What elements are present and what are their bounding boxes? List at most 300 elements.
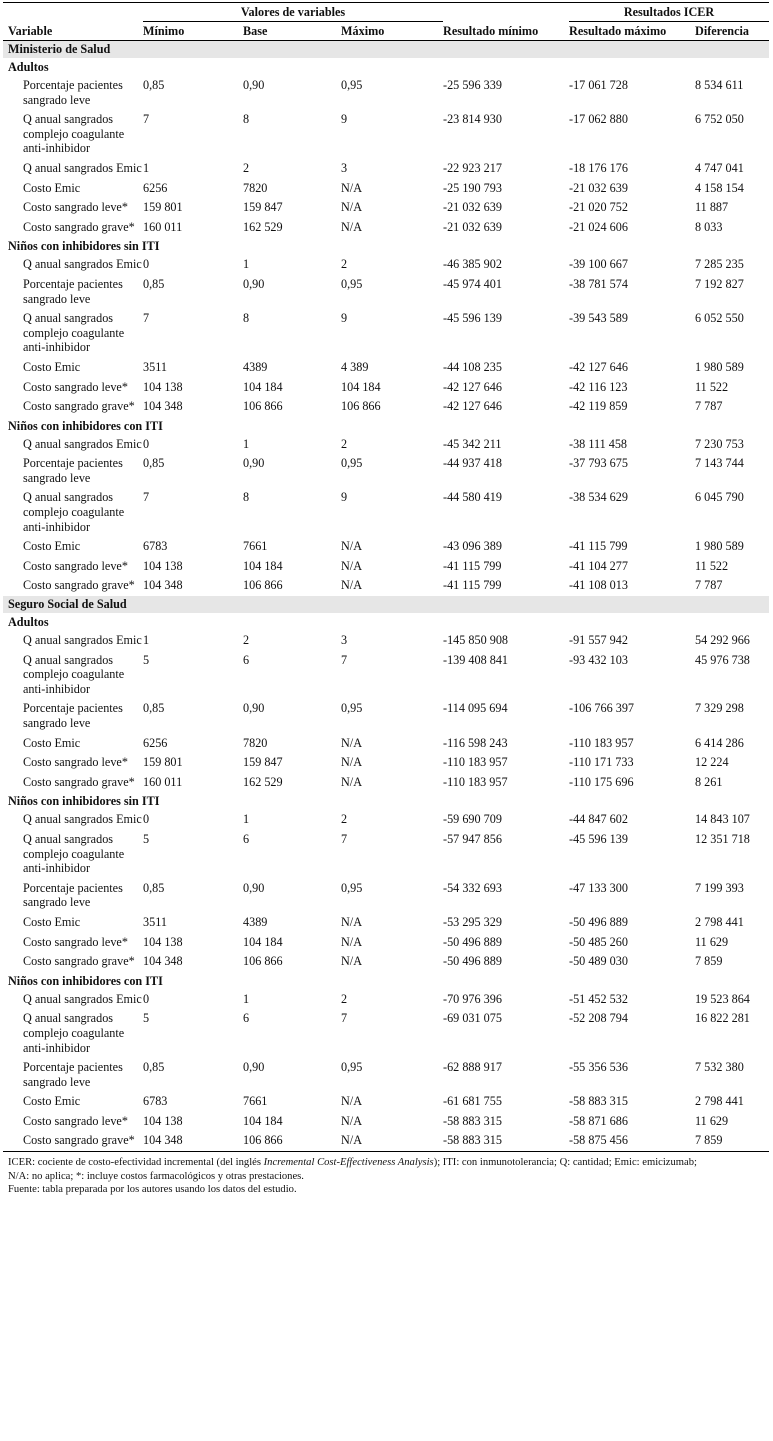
table-row — [3, 810, 769, 830]
group-row — [3, 792, 769, 810]
group-row — [3, 972, 769, 990]
table-row — [3, 179, 769, 199]
value-cell: -145 850 908 — [443, 633, 509, 648]
value-cell: -23 814 930 — [443, 112, 502, 127]
value-cell: 159 801 — [143, 755, 183, 770]
variable-cell: Porcentaje pacientes sangrado leve — [23, 78, 123, 107]
value-cell: -110 175 696 — [569, 774, 634, 789]
value-cell: -58 875 456 — [569, 1131, 695, 1151]
value-cell: -69 031 075 — [443, 1011, 502, 1026]
value-cell: -42 127 646 — [443, 399, 502, 414]
value-cell: -39 100 667 — [569, 257, 628, 272]
group-header-values: Valores de variables — [143, 3, 443, 22]
group-row — [3, 58, 769, 76]
variable-cell: Costo sangrado leve* — [23, 755, 128, 770]
value-cell: N/A — [341, 219, 362, 234]
value-cell: 0,90 — [243, 456, 265, 471]
table-row — [3, 454, 769, 488]
column-header: Máximo — [341, 22, 443, 41]
value-cell: 2 — [243, 633, 250, 648]
variable-cell: Porcentaje pacientes sangrado leve — [23, 701, 123, 730]
table-row — [3, 576, 769, 596]
value-cell: 7 329 298 — [695, 701, 744, 716]
value-cell: 2 — [243, 160, 250, 175]
group-title: Niños con inhibidores con ITI — [8, 418, 163, 433]
column-header: Resultado máximo — [569, 22, 695, 41]
value-cell: 2 — [341, 436, 348, 451]
value-cell: -39 543 589 — [569, 311, 628, 326]
value-cell: 11 629 — [695, 1113, 729, 1128]
value-cell: 106 866 — [243, 399, 283, 414]
value-cell: 4389 — [243, 914, 268, 929]
value-cell: -42 116 123 — [569, 379, 628, 394]
value-cell: -50 496 889 — [443, 934, 502, 949]
value-cell: 9 — [341, 311, 348, 326]
value-cell: N/A — [341, 774, 362, 789]
value-cell: -38 534 629 — [569, 490, 628, 505]
value-cell: 12 224 — [695, 755, 729, 770]
variable-cell: Porcentaje pacientes sangrado leve — [23, 1060, 123, 1089]
value-cell: -38 111 458 — [569, 436, 628, 451]
source-line: Fuente: tabla preparada por los autores usando los datos del estudio. — [8, 1184, 297, 1196]
value-cell: 104 184 — [243, 1113, 283, 1128]
value-cell: -110 171 733 — [569, 755, 634, 770]
value-cell: 104 184 — [243, 379, 283, 394]
section-row — [3, 596, 769, 613]
value-cell: -58 883 315 — [569, 1094, 628, 1109]
value-cell: 45 976 738 — [695, 652, 750, 667]
variable-cell: Costo sangrado grave* — [3, 1131, 143, 1151]
group-title: Niños con inhibidores con ITI — [8, 973, 163, 988]
value-cell: 7 — [143, 112, 150, 127]
variable-cell: Costo sangrado leve* — [23, 558, 128, 573]
group-row — [3, 417, 769, 435]
variable-cell: Q anual sangrados complejo coagulante anti-inhibidor — [23, 112, 125, 156]
group-title: Niños con inhibidores sin ITI — [8, 239, 160, 254]
table-row — [3, 1009, 769, 1058]
value-cell: -51 452 532 — [569, 991, 628, 1006]
table-row — [3, 952, 769, 972]
table-row — [3, 990, 769, 1010]
value-cell: 7 — [143, 311, 150, 326]
value-cell: 106 866 — [243, 1131, 341, 1151]
value-cell: 1 980 589 — [695, 539, 744, 554]
value-cell: 1 — [243, 257, 250, 272]
value-cell: -70 976 396 — [443, 991, 502, 1006]
table-row — [3, 734, 769, 754]
value-cell: 104 348 — [143, 578, 183, 593]
value-cell: -17 061 728 — [569, 78, 628, 92]
value-cell: 8 — [243, 490, 250, 505]
value-cell: 6783 — [143, 1094, 168, 1109]
value-cell: -139 408 841 — [443, 652, 509, 667]
value-cell: 7 — [341, 652, 348, 667]
value-cell: N/A — [341, 1094, 362, 1109]
value-cell: -44 108 235 — [443, 359, 502, 374]
value-cell: 106 866 — [341, 399, 381, 414]
value-cell: -25 596 339 — [443, 78, 502, 92]
table-row — [3, 110, 769, 159]
value-cell: 7 285 235 — [695, 257, 744, 272]
value-cell: -45 596 139 — [569, 831, 628, 846]
value-cell: 0,85 — [143, 78, 165, 92]
variable-cell: Porcentaje pacientes sangrado leve — [23, 880, 123, 910]
group-title: Adultos — [8, 60, 49, 74]
group-row — [3, 237, 769, 255]
value-cell: 0,95 — [341, 880, 363, 895]
value-cell: -59 690 709 — [443, 812, 502, 827]
value-cell: 7 859 — [695, 954, 723, 969]
value-cell: -61 681 755 — [443, 1094, 502, 1109]
value-cell: -21 032 639 — [443, 200, 502, 215]
column-header: Resultado mínimo — [443, 22, 569, 41]
table-row — [3, 537, 769, 557]
variable-cell: Q anual sangrados complejo coagulante anti-inhibidor — [23, 311, 125, 355]
variable-cell: Porcentaje pacientes sangrado leve — [23, 276, 123, 306]
value-cell: 5 — [143, 1011, 150, 1026]
value-cell: -42 127 646 — [443, 379, 502, 394]
column-header-row — [3, 22, 769, 41]
value-cell: 104 184 — [243, 558, 283, 573]
value-cell: N/A — [341, 1131, 443, 1151]
value-cell: -91 557 942 — [569, 633, 628, 648]
value-cell: 0,90 — [243, 276, 265, 291]
value-cell: -25 190 793 — [443, 180, 502, 195]
table-row — [3, 159, 769, 179]
value-cell: 0,85 — [143, 276, 165, 291]
value-cell: -21 032 639 — [569, 180, 628, 195]
value-cell: 0 — [143, 436, 150, 451]
value-cell: 7 — [143, 490, 150, 505]
value-cell: N/A — [341, 934, 362, 949]
value-cell: 3511 — [143, 359, 167, 374]
variable-cell: Costo Emic — [23, 914, 81, 929]
value-cell: 104 138 — [143, 558, 183, 573]
value-cell: 6 414 286 — [695, 735, 744, 750]
value-cell: 11 522 — [695, 558, 729, 573]
value-cell: -110 183 957 — [443, 774, 508, 789]
value-cell: 106 866 — [243, 578, 283, 593]
variable-cell: Costo sangrado leve* — [23, 934, 128, 949]
value-cell: -114 095 694 — [443, 701, 508, 716]
table-row — [3, 255, 769, 275]
value-cell: 3 — [341, 633, 348, 648]
variable-cell: Costo Emic — [23, 359, 81, 374]
value-cell: -42 119 859 — [569, 399, 628, 414]
value-cell: -37 793 675 — [569, 456, 628, 471]
table-row — [3, 753, 769, 773]
value-cell: 159 847 — [243, 755, 283, 770]
value-cell: 0,85 — [143, 456, 165, 471]
group-header-results: Resultados ICER — [569, 3, 769, 22]
value-cell: 6 045 790 — [695, 490, 744, 505]
variable-cell: Costo sangrado grave* — [23, 954, 135, 969]
value-cell: 5 — [143, 652, 150, 667]
value-cell: N/A — [341, 954, 362, 969]
value-cell: 6 — [243, 652, 250, 667]
value-cell: 7 192 827 — [695, 276, 744, 291]
value-cell: -58 883 315 — [443, 1131, 569, 1151]
value-cell: -62 888 917 — [443, 1060, 502, 1075]
value-cell: 104 184 — [341, 379, 381, 394]
value-cell: -55 356 536 — [569, 1060, 628, 1075]
value-cell: 1 — [143, 633, 150, 648]
value-cell: 1 — [143, 160, 150, 175]
value-cell: 1 — [243, 436, 250, 451]
value-cell: 7820 — [243, 180, 268, 195]
value-cell: 2 798 441 — [695, 914, 744, 929]
variable-cell: Q anual sangrados Emic — [23, 812, 142, 827]
value-cell: 7820 — [243, 735, 268, 750]
value-cell: -41 115 799 — [569, 539, 628, 554]
value-cell: -57 947 856 — [443, 831, 502, 846]
value-cell: 3 — [341, 160, 348, 175]
value-cell: 6256 — [143, 735, 168, 750]
variable-cell: Q anual sangrados Emic — [23, 991, 142, 1006]
value-cell: 106 866 — [243, 954, 283, 969]
value-cell: -41 115 799 — [443, 578, 502, 593]
variable-cell: Costo Emic — [23, 1094, 81, 1109]
value-cell: 7661 — [243, 1094, 268, 1109]
value-cell: 5 — [143, 831, 150, 846]
value-cell: 7 859 — [695, 1131, 769, 1151]
value-cell: -50 489 030 — [569, 954, 628, 969]
value-cell: -42 127 646 — [569, 359, 628, 374]
value-cell: -93 432 103 — [569, 652, 628, 667]
group-row — [3, 613, 769, 631]
table-body — [3, 41, 769, 1152]
value-cell: 12 351 718 — [695, 831, 750, 846]
column-header: Variable — [3, 22, 143, 41]
variable-cell: Costo Emic — [23, 180, 81, 195]
table-row — [3, 76, 769, 110]
section-title: Seguro Social de Salud — [3, 596, 769, 613]
value-cell: 11 887 — [695, 200, 729, 215]
table-row — [3, 378, 769, 398]
table-row — [3, 879, 769, 913]
value-cell: 8 — [243, 311, 250, 326]
value-cell: -47 133 300 — [569, 880, 628, 895]
variable-cell: Costo Emic — [23, 735, 81, 750]
section-title: Ministerio de Salud — [3, 41, 769, 59]
variable-cell: Costo Emic — [23, 539, 81, 554]
value-cell: 4 747 041 — [695, 160, 744, 175]
value-cell: 160 011 — [143, 219, 183, 234]
value-cell: 162 529 — [243, 219, 283, 234]
value-cell: -106 766 397 — [569, 701, 635, 716]
value-cell: -116 598 243 — [443, 735, 508, 750]
value-cell: 8 534 611 — [695, 78, 744, 92]
table-row — [3, 275, 769, 309]
value-cell: 159 847 — [243, 200, 283, 215]
value-cell: 0,85 — [143, 701, 165, 716]
table-row — [3, 1131, 769, 1151]
value-cell: -45 974 401 — [443, 276, 502, 291]
value-cell: 0,95 — [341, 1060, 363, 1075]
value-cell: -22 923 217 — [443, 160, 502, 175]
variable-cell: Costo sangrado grave* — [23, 774, 135, 789]
note-line: N/A: no aplica; *: incluye costos farmacológicos y otras prestaciones. — [8, 1170, 304, 1182]
value-cell: -53 295 329 — [443, 914, 502, 929]
value-cell: 159 801 — [143, 200, 183, 215]
table-row — [3, 557, 769, 577]
variable-cell: Costo sangrado grave* — [23, 578, 135, 593]
value-cell: 7 787 — [695, 399, 723, 414]
variable-cell: Q anual sangrados Emic — [23, 257, 142, 272]
value-cell: -41 115 799 — [443, 558, 502, 573]
value-cell: 6 752 050 — [695, 112, 744, 127]
value-cell: -43 096 389 — [443, 539, 502, 554]
value-cell: -110 183 957 — [443, 755, 508, 770]
value-cell: -58 883 315 — [443, 1113, 502, 1128]
value-cell: -41 104 277 — [569, 558, 628, 573]
value-cell: 1 — [243, 991, 250, 1006]
group-title: Niños con inhibidores sin ITI — [8, 794, 160, 809]
note-line: ICER: cociente de costo-efectividad incremental (del inglés Incremental Cost-Effectiveness Analysis); ITI: con inmunotolerancia; Q: cantidad; Emic: emicizumab; — [8, 1157, 697, 1169]
column-header: Mínimo — [143, 22, 243, 41]
table-row — [3, 830, 769, 879]
variable-cell: Q anual sangrados Emic — [23, 436, 142, 451]
value-cell: 19 523 864 — [695, 991, 750, 1006]
value-cell: 7 230 753 — [695, 436, 744, 451]
value-cell: 104 138 — [143, 934, 183, 949]
variable-cell: Costo sangrado grave* — [23, 219, 135, 234]
value-cell: 0,90 — [243, 1060, 265, 1075]
variable-cell: Costo sangrado grave* — [23, 399, 135, 414]
variable-cell: Q anual sangrados Emic — [23, 633, 142, 648]
value-cell: 162 529 — [243, 774, 283, 789]
value-cell: 4 389 — [341, 359, 369, 374]
value-cell: 0,90 — [243, 701, 265, 716]
value-cell: -18 176 176 — [569, 160, 628, 175]
table-row — [3, 913, 769, 933]
table-row — [3, 773, 769, 793]
value-cell: 0,85 — [143, 880, 165, 895]
value-cell: N/A — [341, 1113, 362, 1128]
table-row — [3, 435, 769, 455]
value-cell: 11 629 — [695, 934, 729, 949]
value-cell: N/A — [341, 539, 362, 554]
column-header: Diferencia — [695, 22, 769, 41]
value-cell: 6 — [243, 831, 250, 846]
value-cell: 0,95 — [341, 456, 363, 471]
value-cell: 0,95 — [341, 276, 363, 291]
value-cell: 1 — [243, 812, 250, 827]
variable-cell: Q anual sangrados complejo coagulante anti-inhibidor — [23, 652, 125, 696]
variable-cell: Costo sangrado leve* — [23, 379, 128, 394]
value-cell: -41 108 013 — [569, 578, 628, 593]
value-cell: 0 — [143, 257, 150, 272]
value-cell: 0 — [143, 991, 150, 1006]
value-cell: 7 — [341, 831, 348, 846]
value-cell: 0,95 — [341, 78, 363, 92]
value-cell: 54 292 966 — [695, 633, 750, 648]
value-cell: 8 — [243, 112, 250, 127]
value-cell: -50 496 889 — [569, 914, 628, 929]
table-row — [3, 1092, 769, 1112]
value-cell: 6256 — [143, 180, 168, 195]
value-cell: 2 — [341, 812, 348, 827]
value-cell: 104 348 — [143, 399, 183, 414]
value-cell: -44 937 418 — [443, 456, 502, 471]
value-cell: 11 522 — [695, 379, 729, 394]
value-cell: 104 138 — [143, 1113, 183, 1128]
value-cell: 4 158 154 — [695, 180, 744, 195]
value-cell: 6783 — [143, 539, 168, 554]
value-cell: 0,90 — [243, 78, 265, 92]
value-cell: 2 — [341, 991, 348, 1006]
value-cell: N/A — [341, 735, 362, 750]
value-cell: -45 342 211 — [443, 436, 502, 451]
value-cell: 14 843 107 — [695, 812, 750, 827]
variable-cell: Costo sangrado leve* — [23, 200, 128, 215]
value-cell: -21 020 752 — [569, 200, 628, 215]
value-cell: 6 — [243, 1011, 250, 1026]
value-cell: 0,95 — [341, 701, 363, 716]
table-row — [3, 1112, 769, 1132]
value-cell: 104 348 — [143, 1131, 243, 1151]
value-cell: 0,85 — [143, 1060, 165, 1075]
value-cell: 7 787 — [695, 578, 723, 593]
value-cell: -50 485 260 — [569, 934, 628, 949]
value-cell: -58 871 686 — [569, 1113, 628, 1128]
value-cell: 7 199 393 — [695, 880, 744, 895]
column-group-row — [3, 3, 769, 22]
value-cell: -45 596 139 — [443, 311, 502, 326]
value-cell: -38 781 574 — [569, 276, 628, 291]
sensitivity-table — [3, 2, 769, 1152]
value-cell: 2 — [341, 257, 348, 272]
value-cell: N/A — [341, 200, 362, 215]
value-cell: 0,90 — [243, 880, 265, 895]
value-cell: 0 — [143, 812, 150, 827]
value-cell: -21 024 606 — [569, 219, 628, 234]
table-row — [3, 933, 769, 953]
variable-cell: Q anual sangrados complejo coagulante anti-inhibidor — [23, 831, 125, 876]
value-cell: N/A — [341, 755, 362, 770]
value-cell: 7 143 744 — [695, 456, 744, 471]
value-cell: -44 580 419 — [443, 490, 502, 505]
table-row — [3, 488, 769, 537]
value-cell: 160 011 — [143, 774, 183, 789]
value-cell: -17 062 880 — [569, 112, 628, 127]
value-cell: -21 032 639 — [443, 219, 502, 234]
value-cell: 1 980 589 — [695, 359, 744, 374]
table-row — [3, 699, 769, 733]
value-cell: N/A — [341, 180, 362, 195]
value-cell: 9 — [341, 112, 348, 127]
value-cell: 7661 — [243, 539, 268, 554]
table-row — [3, 1058, 769, 1092]
variable-cell: Q anual sangrados complejo coagulante anti-inhibidor — [23, 490, 125, 534]
table-row — [3, 358, 769, 378]
value-cell: 104 348 — [143, 954, 183, 969]
value-cell: 4389 — [243, 359, 268, 374]
section-row — [3, 41, 769, 59]
table-row — [3, 198, 769, 218]
variable-cell: Costo sangrado leve* — [23, 1113, 128, 1128]
value-cell: -52 208 794 — [569, 1011, 628, 1026]
table-row — [3, 309, 769, 358]
value-cell: -54 332 693 — [443, 880, 502, 895]
value-cell: N/A — [341, 914, 362, 929]
value-cell: 7 — [341, 1011, 348, 1026]
table-row — [3, 397, 769, 417]
value-cell: 6 052 550 — [695, 311, 744, 326]
group-title: Adultos — [8, 615, 49, 630]
variable-cell: Q anual sangrados complejo coagulante anti-inhibidor — [23, 1011, 125, 1055]
value-cell: 104 138 — [143, 379, 183, 394]
